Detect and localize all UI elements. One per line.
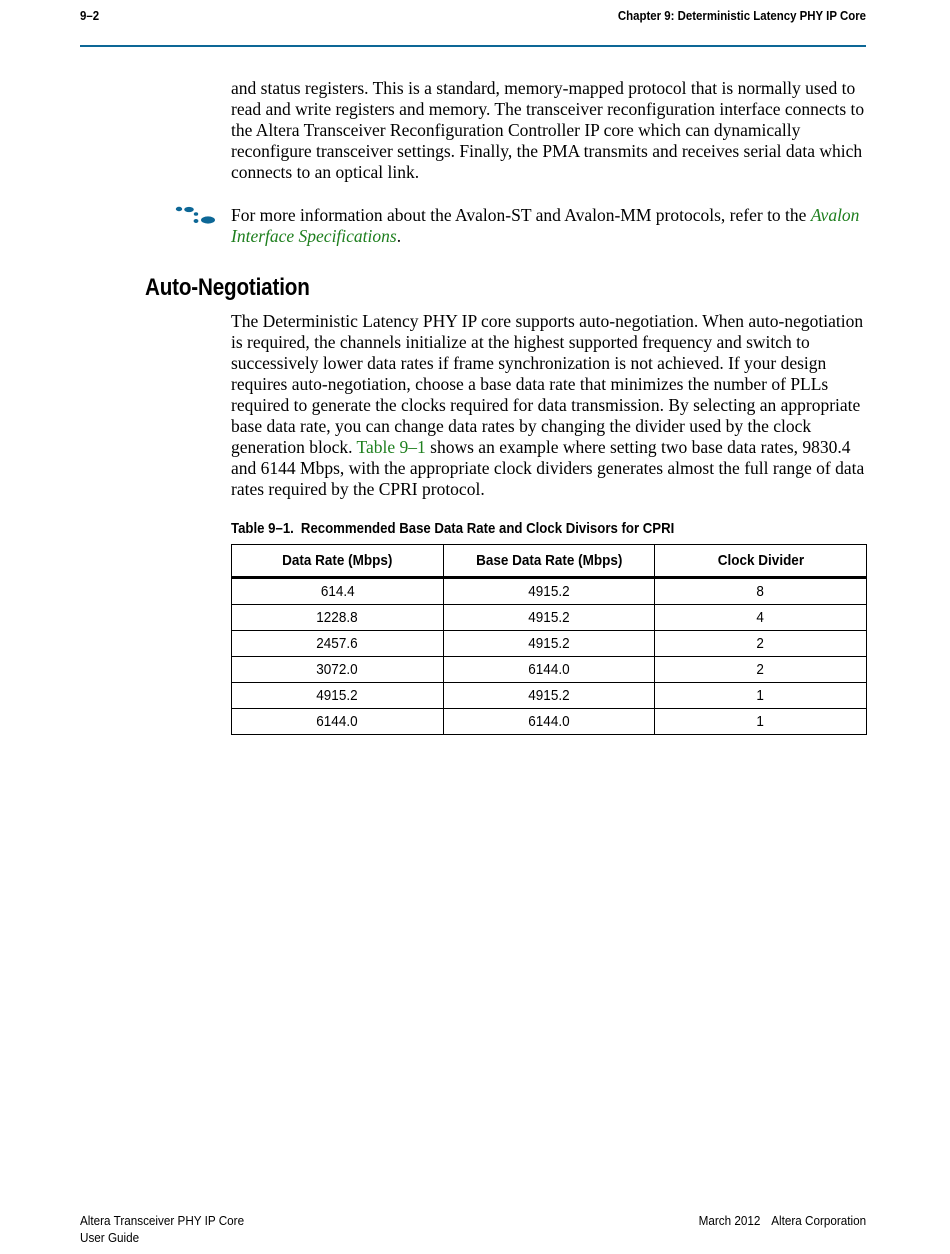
footer-company: Altera Corporation (771, 1213, 866, 1228)
table-cell: 1 (655, 683, 867, 709)
section-paragraph-end: shows an example where setting two base data rates, 9830.4 and 6144 Mbps, with the appropriate clock dividers generates almost the full range of data rates required by the CPRI protocol. (231, 437, 865, 499)
section-paragraph (231, 311, 871, 500)
table-header-cell: Base Data Rate (Mbps) (443, 545, 655, 578)
table-cell: 1 (655, 709, 867, 735)
page-number: 9–2 (80, 8, 100, 23)
table-row (232, 709, 867, 735)
table-row (232, 631, 867, 657)
table-header-cell: Data Rate (Mbps) (232, 545, 444, 578)
chapter-title: Chapter 9: Deterministic Latency PHY IP Core (617, 8, 866, 23)
table-header-row (232, 545, 867, 578)
note-text-after: . (396, 226, 402, 246)
table-cell: 3072.0 (232, 657, 444, 683)
table-cell: 2 (655, 631, 867, 657)
table-cell: 4915.2 (443, 631, 655, 657)
table-cell: 1228.8 (232, 605, 444, 631)
footer-doc-title: Altera Transceiver PHY IP Core (80, 1213, 245, 1228)
table-cell: 6144.0 (443, 709, 655, 735)
footprints-icon (174, 205, 218, 227)
note-text-before: For more information about the Avalon-ST and Avalon-MM protocols, refer to the (231, 205, 811, 225)
table-header-cell: Clock Divider (655, 545, 867, 578)
table-cell: 4915.2 (232, 683, 444, 709)
table-cell: 4 (655, 605, 867, 631)
footer-date: March 2012 (698, 1213, 761, 1228)
table-cell: 2457.6 (232, 631, 444, 657)
header-rule (80, 45, 866, 47)
table-cell: 4915.2 (443, 683, 655, 709)
note-text (231, 205, 871, 247)
table-row (232, 578, 867, 605)
table-row (232, 657, 867, 683)
intro-paragraph: and status registers. This is a standard, memory-mapped protocol that is normally used to read and write registers and memory. The transceiver reconfiguration interface connects to the Altera Transceiver Reconfiguration Controller IP core which can dynamically reconfigure transceiver settings. Finally, the PMA transmits and receives serial data which connects to an optical link. (231, 78, 865, 182)
table-caption-number: Table 9–1. (231, 520, 294, 537)
table-cell: 4915.2 (443, 578, 655, 605)
footer-right (698, 1213, 866, 1228)
footer-doc-subtitle: User Guide (80, 1230, 140, 1245)
avalon-spec-link[interactable]: Avalon Interface Specifications (231, 205, 860, 246)
table-cell: 8 (655, 578, 867, 605)
section-paragraph-start: The Deterministic Latency PHY IP core supports auto-negotiation. When auto-negotiation is required, the channels initialize at the highest supported frequency and switch to successively lower data rates if frame synchronization is not achieved. If your design requires auto-negotiation, choose a base data rate that minimizes the number of PLLs required to generate the clocks required for data transmission. By selecting an appropriate base data rate, you can change data rates by changing the divider used by the clock generation block. (231, 311, 864, 457)
table-cell: 4915.2 (443, 605, 655, 631)
section-heading: Auto-Negotiation (145, 274, 310, 301)
table-row (232, 683, 867, 709)
table-cell: 2 (655, 657, 867, 683)
table-reference-link[interactable]: Table 9–1 (356, 437, 426, 457)
table-cell: 6144.0 (232, 709, 444, 735)
table-caption-title: Recommended Base Data Rate and Clock Divisors for CPRI (300, 520, 675, 537)
table-row (232, 605, 867, 631)
table-cell: 6144.0 (443, 657, 655, 683)
table-cell: 614.4 (232, 578, 444, 605)
table-caption (231, 520, 674, 537)
data-rate-table (231, 544, 867, 735)
